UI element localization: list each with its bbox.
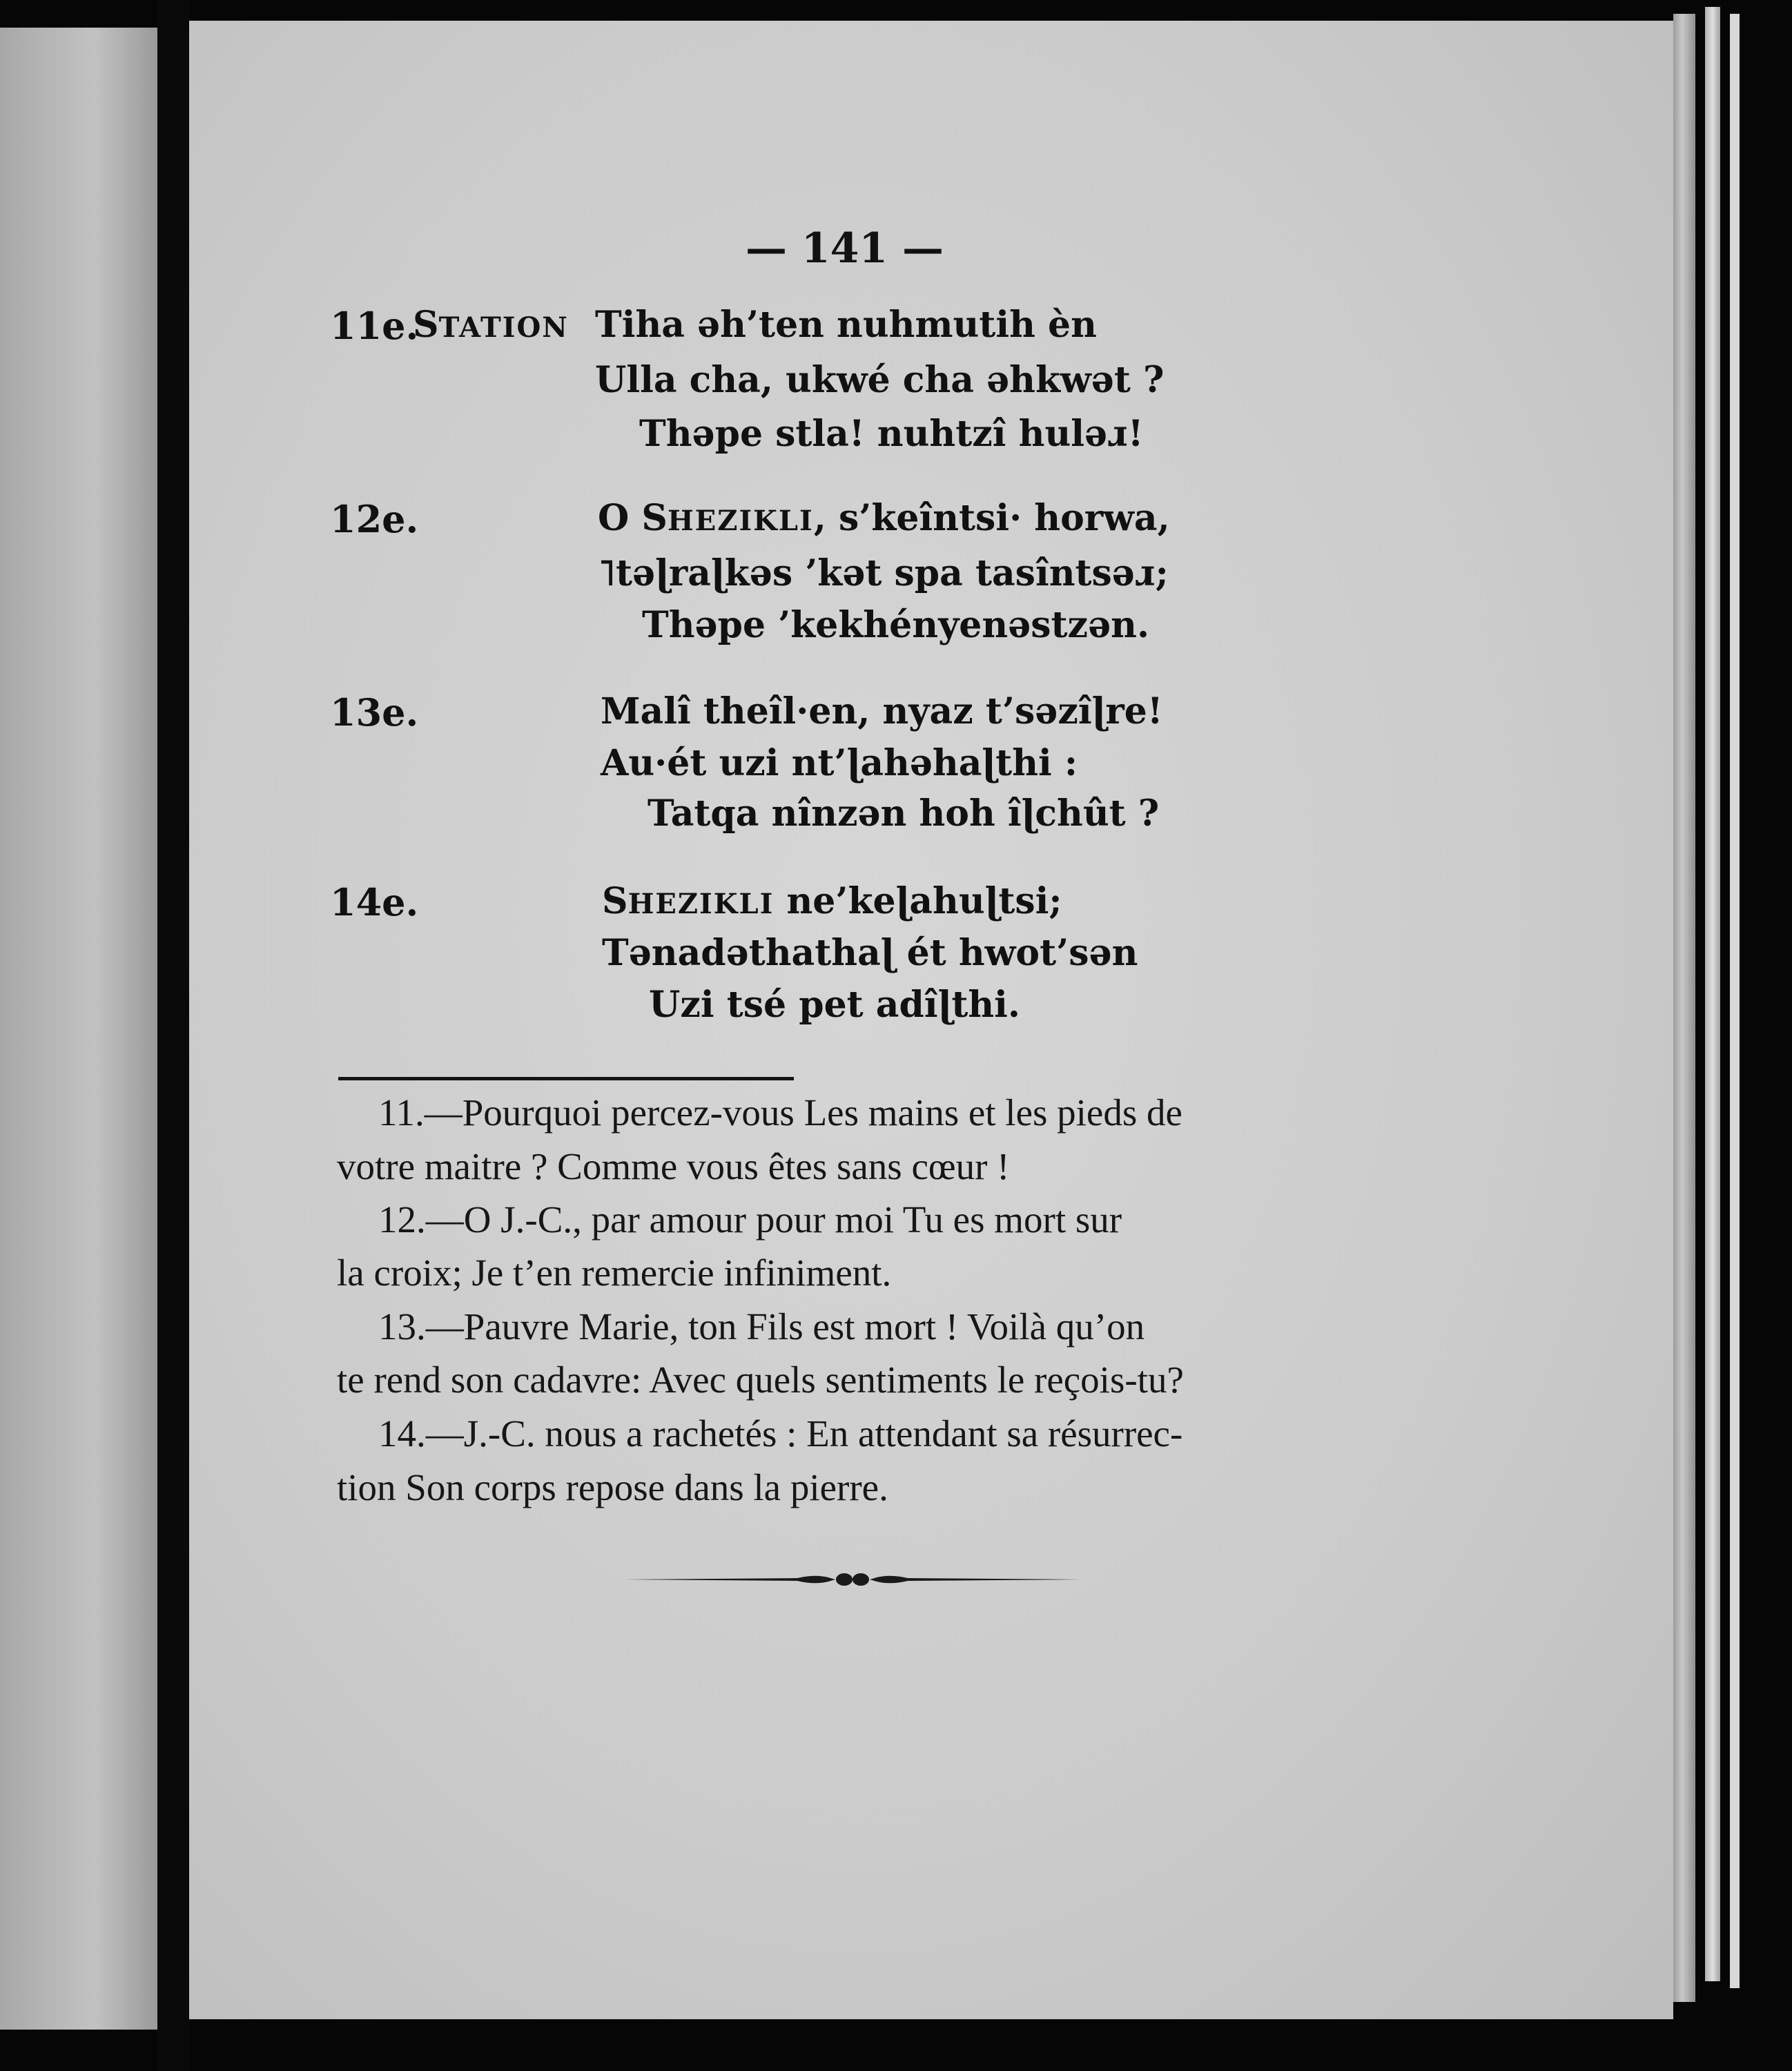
- stanza-number: 14e.: [330, 880, 419, 924]
- book-spine: [157, 0, 189, 2071]
- translation-line: la croix; Je t’en remercie infiniment.: [337, 1252, 892, 1294]
- name-smallcaps: SHEZIKLI: [641, 497, 814, 539]
- translation-line: tion Son corps repose dans la pierre.: [337, 1466, 888, 1508]
- verse-line: Thəpe ’kekhényenəstzən.: [642, 604, 1150, 646]
- heading-rest: TATION: [438, 311, 569, 344]
- translation-line: 13.—Pauvre Marie, ton Fils est mort ! Voilà qu’on: [378, 1305, 1145, 1348]
- page-edge: [1705, 7, 1720, 1981]
- verse-line: Malî theîl·en, nyaz t’səzîɭre!: [601, 690, 1163, 732]
- verse-line: ˥təɭraɭkəs ’kət spa tasîntsəɹ;: [598, 552, 1169, 594]
- translation-line: 12.—O J.-C., par amour pour moi Tu es mort sur: [378, 1198, 1122, 1241]
- translation-line: votre maitre ? Comme vous êtes sans cœur !: [337, 1145, 1010, 1187]
- verse-line: Tatqa nînzən hoh îɭchût ?: [647, 793, 1160, 835]
- stanza-number: 11e.: [330, 304, 419, 348]
- verse-line: Tiha əh’ten nuhmutih èn: [595, 304, 1097, 346]
- stanza-number: 13e.: [330, 690, 419, 735]
- page-number: — 141 —: [746, 224, 944, 273]
- verse-line: [598, 497, 1170, 539]
- verse-rest: ne’keɭahuɭtsi;: [774, 880, 1062, 922]
- translation-line: 14.—J.-C. nous a rachetés : En attendant sa résurrec-: [378, 1412, 1183, 1455]
- stanza-number: 12e.: [330, 497, 419, 541]
- verse-line: Thəpe stla! nuhtzî huləɹ!: [639, 413, 1144, 455]
- translation-line: te rend son cadavre: Avec quels sentiments le reçois-tu?: [337, 1359, 1184, 1401]
- translation-line: 11.—Pourquoi percez-vous Les mains et les pieds de: [378, 1091, 1182, 1134]
- stanza-heading: [413, 304, 569, 346]
- verse-line: Uzi tsé pet adîɭthi.: [649, 984, 1021, 1026]
- verse-line: Ulla cha, ukwé cha əhkwət ?: [595, 359, 1165, 401]
- verse-line: [602, 880, 1062, 922]
- page-edge: [1673, 14, 1695, 2002]
- ornament-divider: [625, 1566, 1080, 1593]
- page-edge: [1730, 14, 1740, 1988]
- name-smallcaps: SHEZIKLI: [602, 880, 775, 922]
- heading-initial: S: [413, 304, 439, 346]
- verse-lead: O: [598, 497, 630, 539]
- verse-rest: , s’keîntsi· horwa,: [813, 497, 1170, 539]
- verse-line: Tənadəthathaɭ ét hwot’sən: [602, 932, 1138, 974]
- previous-page-edge: [0, 28, 157, 2030]
- verse-line: Au·ét uzi nt’ɭahəhaɭthi :: [601, 742, 1078, 784]
- footnote-rule: [338, 1077, 794, 1080]
